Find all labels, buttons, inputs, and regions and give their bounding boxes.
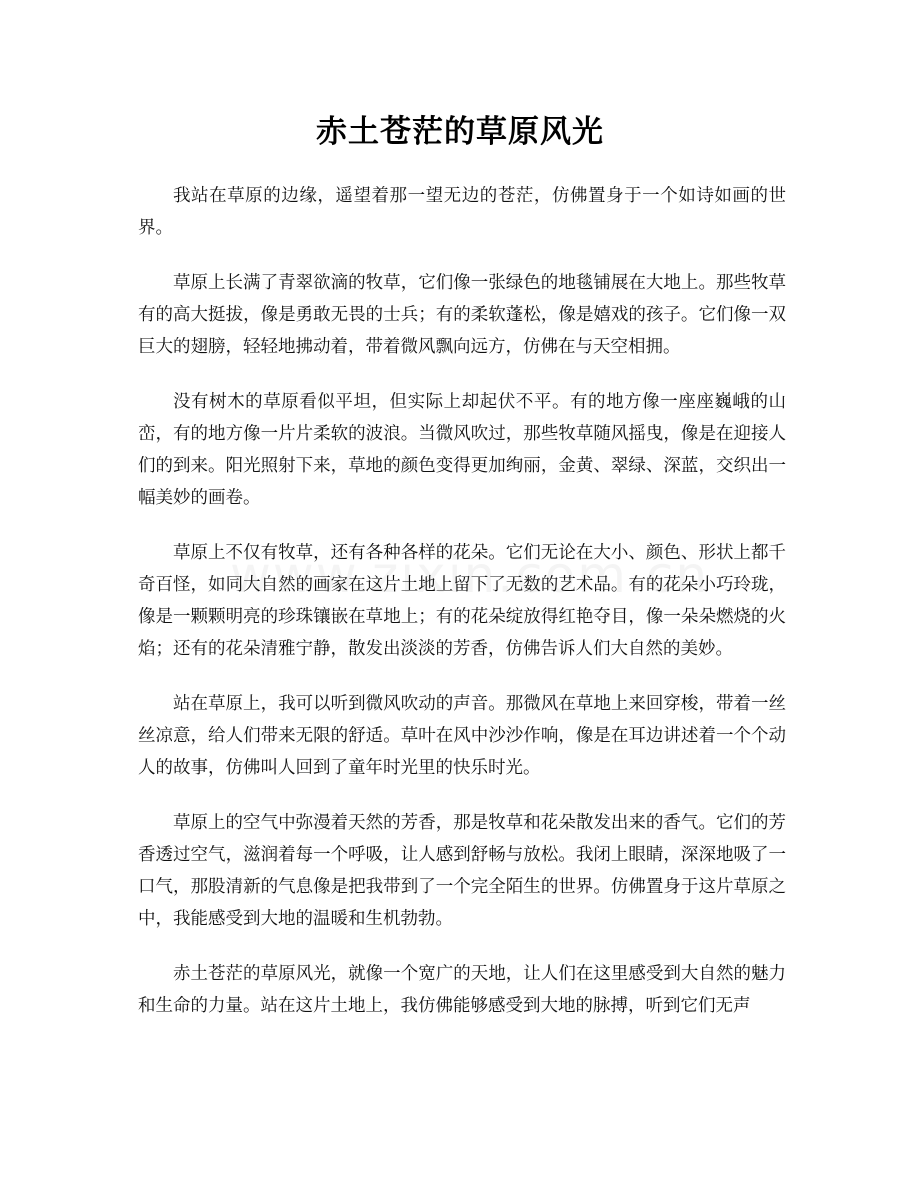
paragraph-2: 草原上长满了青翠欲滴的牧草，它们像一张绿色的地毯铺展在大地上。那些牧草有的高大挺拔，像是勇敢无畏的士兵；有的柔软蓬松，像是嬉戏的孩子。它们像一双巨大的翅膀，轻轻地拂动着，带着微风飘向远方，仿佛在与天空相拥。 <box>138 273 786 357</box>
paragraph-1: 我站在草原的边缘，遥望着那一望无边的苍茫，仿佛置身于一个如诗如画的世界。 <box>138 186 786 238</box>
paragraph-6: 草原上的空气中弥漫着天然的芳香，那是牧草和花朵散发出来的香气。它们的芳香透过空气，滋润着每一个呼吸，让人感到舒畅与放松。我闭上眼睛，深深地吸了一口气，那股清新的气息像是把我带到了一个完全陌生的世界。仿佛置身于这片草原之中，我能感受到大地的温暖和生机勃勃。 <box>138 813 786 929</box>
paragraph-3: 没有树木的草原看似平坦，但实际上却起伏不平。有的地方像一座座巍峨的山峦，有的地方像一片片柔软的波浪。当微风吹过，那些牧草随风摇曳，像是在迎接人们的到来。阳光照射下来，草地的颜色变得更加绚丽，金黄、翠绿、深蓝，交织出一幅美妙的画卷。 <box>138 392 786 508</box>
paragraph-7: 赤土苍茫的草原风光，就像一个宽广的天地，让人们在这里感受到大自然的魅力和生命的力量。站在这片土地上，我仿佛能够感受到大地的脉搏，听到它们无声 <box>138 964 786 1016</box>
paragraph-5: 站在草原上，我可以听到微风吹动的声音。那微风在草地上来回穿梭，带着一丝丝凉意，给人们带来无限的舒适。草叶在风中沙沙作响，像是在耳边讲述着一个个动人的故事，仿佛叫人回到了童年时光里的快乐时光。 <box>138 694 786 778</box>
article-body <box>138 180 786 1045</box>
paragraph-4: 草原上不仅有牧草，还有各种各样的花朵。它们无论在大小、颜色、形状上都千奇百怪，如同大自然的画家在这片土地上留下了无数的艺术品。有的花朵小巧玲珑，像是一颗颗明亮的珍珠镶嵌在草地上；有的花朵绽放得红艳夺目，像一朵朵燃烧的火焰；还有的花朵清雅宁静，散发出淡淡的芳香，仿佛告诉人们大自然的美妙。 <box>138 543 786 659</box>
page-title: 赤土苍茫的草原风光 <box>316 114 604 150</box>
